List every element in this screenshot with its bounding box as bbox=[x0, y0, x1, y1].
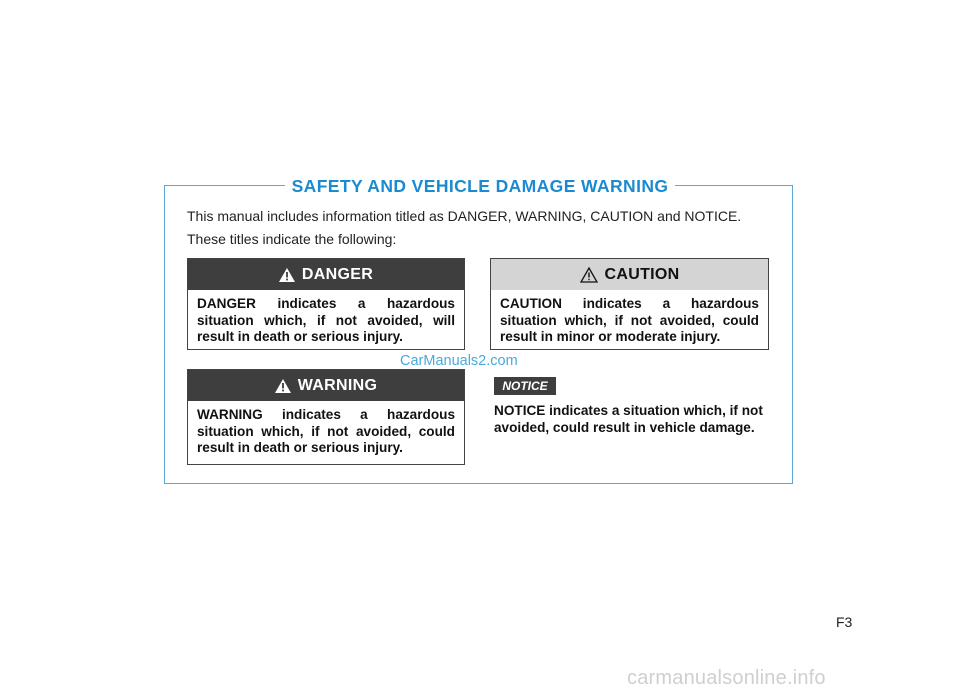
warning-text: WARNING indicates a hazardous situation which, if not avoided, could result in death or serious injury. bbox=[197, 407, 455, 455]
danger-box bbox=[187, 258, 465, 350]
intro-text bbox=[187, 205, 787, 251]
watermark-carmanuals2: CarManuals2.com bbox=[400, 353, 518, 369]
notice-badge: NOTICE bbox=[494, 377, 556, 395]
warning-triangle-icon bbox=[279, 268, 295, 282]
warning-header bbox=[188, 370, 464, 401]
caution-text: CAUTION indicates a hazardous situation which, if not avoided, could result in minor or moderate injury. bbox=[500, 296, 759, 344]
warning-box bbox=[187, 369, 465, 465]
watermark-carmanualsonline: carmanualsonline.info bbox=[627, 667, 826, 689]
notice-text: NOTICE indicates a situation which, if not avoided, could result in vehicle damage. bbox=[494, 403, 763, 435]
caution-label: CAUTION bbox=[604, 265, 680, 283]
intro-line-2: These titles indicate the following: bbox=[187, 231, 397, 247]
caution-header bbox=[491, 259, 768, 290]
danger-text: DANGER indicates a hazardous situation which, if not avoided, will result in death or serious injury. bbox=[197, 296, 455, 344]
section-title: SAFETY AND VEHICLE DAMAGE WARNING bbox=[285, 174, 675, 198]
caution-box bbox=[490, 258, 769, 350]
danger-label: DANGER bbox=[301, 265, 374, 283]
warning-triangle-icon bbox=[275, 379, 291, 393]
intro-line-1: This manual includes information titled as DANGER, WARNING, CAUTION and NOTICE. bbox=[187, 208, 742, 224]
page-number: F3 bbox=[836, 614, 853, 630]
danger-header bbox=[188, 259, 464, 290]
warning-label: WARNING bbox=[297, 376, 378, 394]
warning-triangle-outline-icon bbox=[580, 267, 598, 283]
